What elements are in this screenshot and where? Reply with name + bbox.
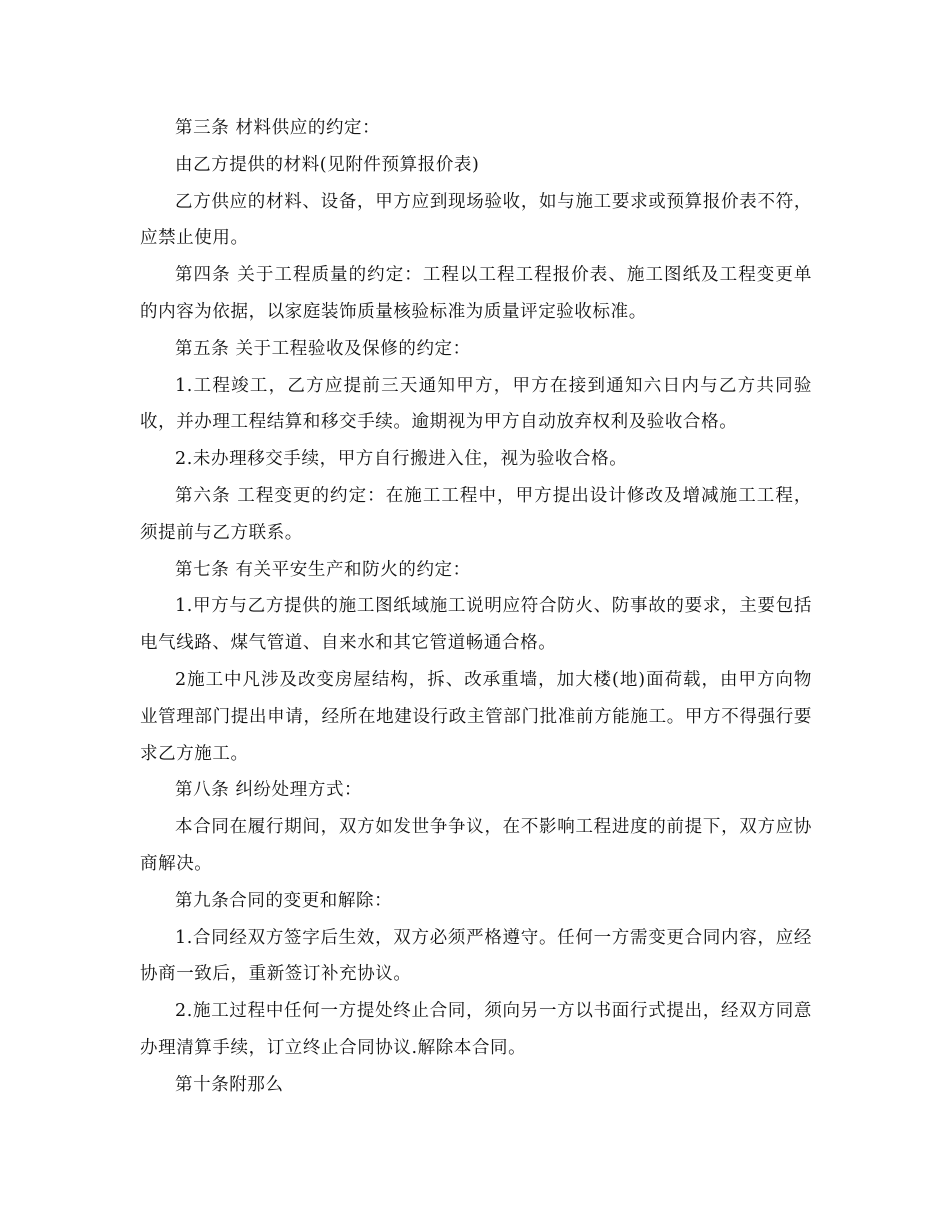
- paragraph-article-7-item-1: 1.甲方与乙方提供的施工图纸域施工说明应符合防火、防事故的要求，主要包括电气线路、煤气管道、自来水和其它管道畅通合格。: [140, 596, 812, 654]
- paragraph-article-9-item-1: 1.合同经双方签字后生效，双方必须严格遵守。任何一方需变更合同内容，应经协商一致后，重新签订补充协议。: [140, 927, 812, 985]
- paragraph-article-5-item-1: 1.工程竣工，乙方应提前三天通知甲方，甲方在接到通知六日内与乙方共同验收，并办理工程结算和移交手续。逾期视为甲方自动放弃权利及验收合格。: [140, 375, 812, 433]
- paragraph-materials-by-party-b: 由乙方提供的材料(见附件预算报价表): [175, 154, 480, 175]
- paragraph-article-4-quality: 第四条 关于工程质量的约定：工程以工程工程报价表、施工图纸及工程变更单的内容为依据，以家庭装饰质量核验标准为质量评定验收标准。: [140, 265, 812, 322]
- paragraph-article-10-title: 第十条附那么: [175, 1074, 284, 1095]
- paragraph-article-3-title: 第三条 材料供应的约定：: [175, 118, 381, 138]
- paragraph-article-5-title: 第五条 关于工程验收及保修的约定：: [175, 338, 471, 359]
- paragraph-article-8-title: 第八条 纠纷处理方式：: [175, 780, 363, 801]
- paragraph-article-8-dispute: 本合同在履行期间，双方如发世争争议，在不影响工程进度的前提下，双方应协商解决。: [140, 817, 812, 874]
- paragraph-article-7-item-2: 2施工中凡涉及改变房屋结构，拆、改承重墙，加大楼(地)面荷载，由甲方向物业管理部门提出申请，经所在地建设行政主管部门批准前方能施工。甲方不得强行要求乙方施工。: [140, 669, 812, 764]
- paragraph-article-9-title: 第九条合同的变更和解除：: [175, 890, 393, 911]
- paragraph-article-5-item-2: 2.未办理移交手续，甲方自行搬进入住，视为验收合格。: [175, 449, 628, 470]
- paragraph-article-9-item-2: 2.施工过程中任何一方提处终止合同，须向另一方以书面行式提出，经双方同意办理清算手续，订立终止合同协议.解除本合同。: [140, 1001, 812, 1058]
- paragraph-materials-inspection: 乙方供应的材料、设备，甲方应到现场验收，如与施工要求或预算报价表不符，应禁止使用。: [140, 191, 812, 249]
- paragraph-article-6-changes: 第六条 工程变更的约定：在施工工程中，甲方提出设计修改及增减施工工程，须提前与乙方联系。: [140, 485, 812, 543]
- paragraph-article-7-title: 第七条 有关平安生产和防火的约定：: [175, 559, 471, 580]
